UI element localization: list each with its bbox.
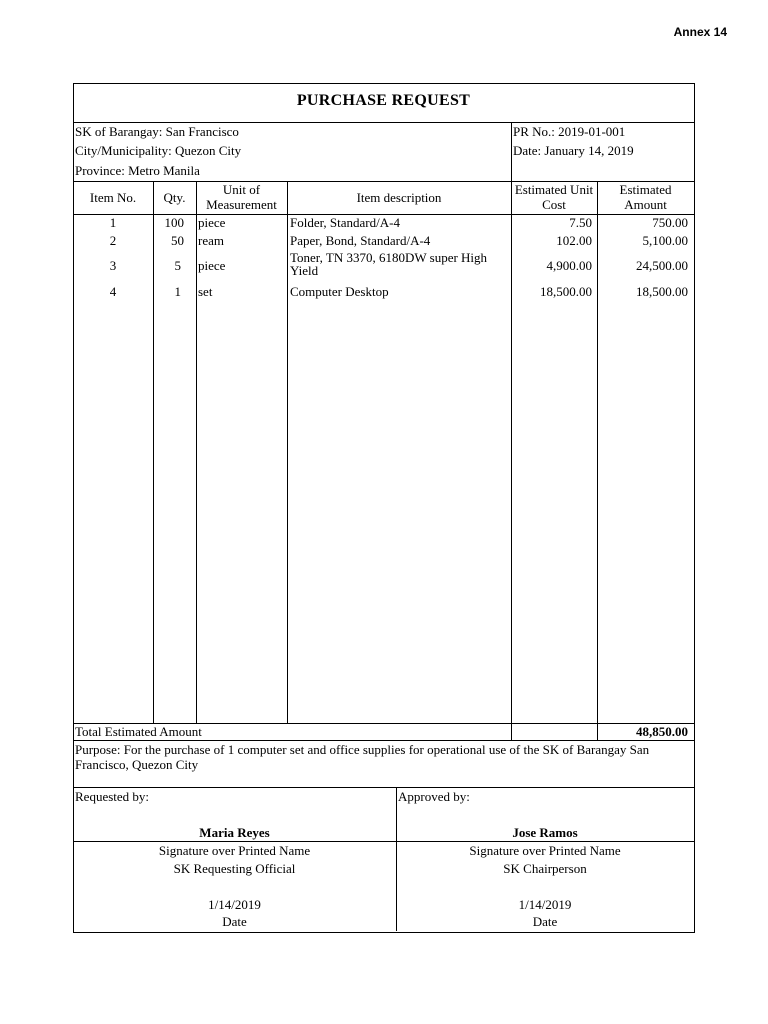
item-no: 1 xyxy=(109,215,117,230)
province: Province: Metro Manila xyxy=(75,163,200,178)
total-label: Total Estimated Amount xyxy=(75,724,202,739)
approver-position: SK Chairperson xyxy=(503,861,587,876)
item-amount: 5,100.00 xyxy=(642,233,688,248)
divider xyxy=(73,740,694,741)
item-unit-cost: 102.00 xyxy=(556,233,592,248)
requested-by-label: Requested by: xyxy=(75,789,150,804)
requester-date: 1/14/2019 xyxy=(208,897,261,912)
requester-signature-caption: Signature over Printed Name xyxy=(158,843,311,858)
annex-label: Annex 14 xyxy=(673,25,727,39)
item-qty: 5 xyxy=(174,258,181,273)
item-unit: piece xyxy=(198,215,226,230)
sk-barangay: SK of Barangay: San Francisco xyxy=(75,124,239,139)
col-header-description: Item description xyxy=(356,190,442,205)
item-amount: 750.00 xyxy=(652,215,688,230)
requester-name: Maria Reyes xyxy=(199,825,270,840)
item-no: 3 xyxy=(109,258,117,273)
requester-date-label: Date xyxy=(222,914,247,929)
item-qty: 50 xyxy=(171,233,184,248)
col-header-qty: Qty. xyxy=(163,190,186,205)
item-unit-cost: 18,500.00 xyxy=(540,284,592,299)
col-header-amount: Estimated Amount xyxy=(619,182,672,212)
pr-number: PR No.: 2019-01-001 xyxy=(513,124,626,139)
item-amount: 24,500.00 xyxy=(636,258,688,273)
divider xyxy=(511,122,512,181)
total-amount: 48,850.00 xyxy=(636,724,688,739)
request-date: Date: January 14, 2019 xyxy=(513,143,634,158)
item-qty: 100 xyxy=(164,215,184,230)
requester-position: SK Requesting Official xyxy=(173,861,296,876)
item-unit-cost: 4,900.00 xyxy=(546,258,592,273)
item-description: Folder, Standard/A-4 xyxy=(290,215,400,230)
item-no: 4 xyxy=(109,284,117,299)
item-unit: ream xyxy=(198,233,224,248)
item-no: 2 xyxy=(109,233,117,248)
approver-signature-caption: Signature over Printed Name xyxy=(469,843,621,858)
col-header-unit-cost: Estimated Unit Cost xyxy=(514,182,594,212)
divider xyxy=(73,841,694,842)
divider xyxy=(196,181,197,723)
divider xyxy=(73,122,694,123)
item-unit-cost: 7.50 xyxy=(569,215,592,230)
page-title: PURCHASE REQUEST xyxy=(296,92,471,109)
purpose-text: Purpose: For the purchase of 1 computer set and office supplies for operational use of the SK of Barangay San Francisco, Quezon City xyxy=(75,742,650,772)
item-description: Computer Desktop xyxy=(290,284,389,299)
divider xyxy=(73,787,694,788)
col-header-item-no: Item No. xyxy=(89,190,137,205)
item-unit: piece xyxy=(198,258,226,273)
approver-date-label: Date xyxy=(532,914,558,929)
divider xyxy=(287,181,288,723)
item-unit: set xyxy=(198,284,213,299)
approved-by-label: Approved by: xyxy=(398,789,470,804)
col-header-unit: Unit of Measurement xyxy=(206,182,277,212)
approver-name: Jose Ramos xyxy=(512,825,578,840)
approver-date: 1/14/2019 xyxy=(518,897,572,912)
city-municipality: City/Municipality: Quezon City xyxy=(75,143,242,158)
item-description: Toner, TN 3370, 6180DW super High Yield xyxy=(290,250,488,278)
item-amount: 18,500.00 xyxy=(636,284,688,299)
item-description: Paper, Bond, Standard/A-4 xyxy=(290,233,431,248)
item-qty: 1 xyxy=(174,284,181,299)
